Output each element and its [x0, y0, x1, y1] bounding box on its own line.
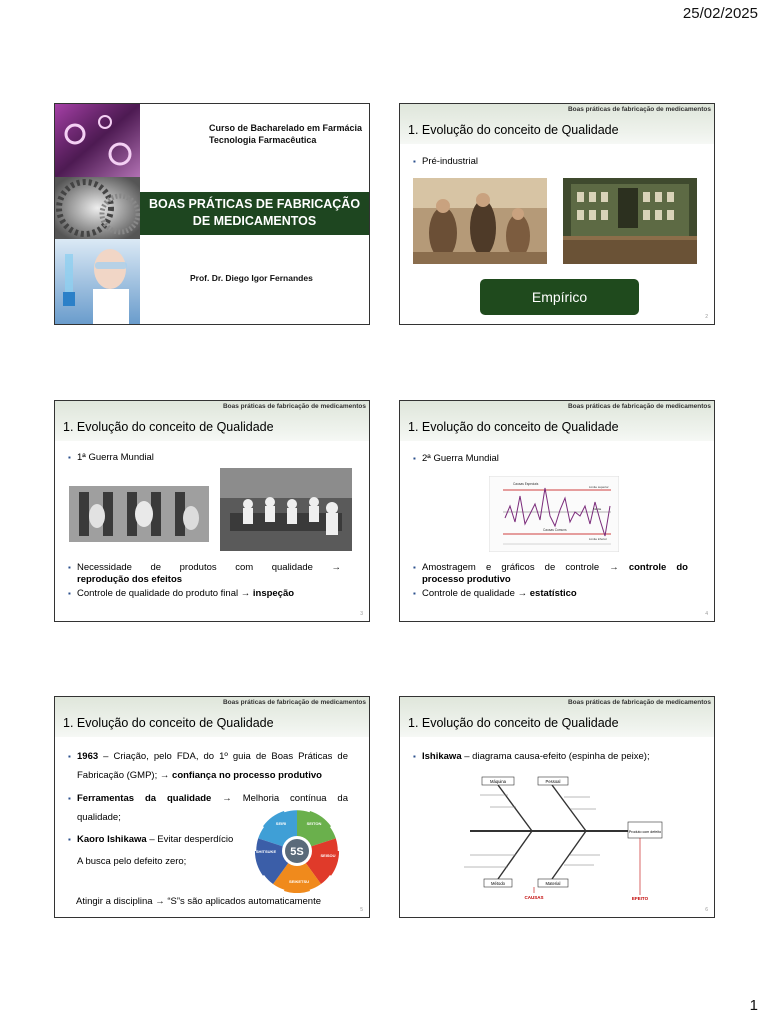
- zero-defect-line: A busca pelo defeito zero;: [77, 856, 187, 867]
- chart-label-mean: Média: [593, 507, 602, 511]
- bullet-tools: ▪ Ferramentas da qualidade → Melhoria contínua da: [77, 792, 348, 805]
- page-number: 1: [749, 997, 758, 1014]
- course-label: Boas práticas de fabricação de medicamentos: [222, 699, 366, 706]
- empirico-label: Empírico: [531, 289, 588, 305]
- causes-label: CAUSAS: [524, 895, 544, 900]
- slide-header: [55, 401, 369, 441]
- cause-people: Pessoal: [545, 779, 561, 784]
- slide-6: [399, 696, 715, 918]
- print-date: 25/02/2025: [682, 5, 758, 22]
- bullet-1963-cont: Fabricação (GMP); → confiança no processo produtivo: [77, 770, 322, 781]
- bullet-statistical: ▪ Controle de qualidade → estatístico: [422, 587, 577, 600]
- bullet-necessity: ▪ Necessidade de produtos com qualidade →: [77, 561, 341, 574]
- slide-number: 4: [705, 611, 708, 617]
- bullet-tools-cont: qualidade;: [77, 812, 121, 823]
- slide-header: [55, 697, 369, 737]
- control-chart: [489, 476, 619, 552]
- factory-hands-image: [69, 486, 209, 542]
- chart-label-usl: Limite superior: [589, 485, 609, 489]
- slide-header: [400, 697, 714, 737]
- slide-3: [54, 400, 370, 622]
- cause-material: Material: [545, 881, 561, 886]
- apothecary-image: [563, 178, 697, 264]
- 5s-center: 5S: [290, 846, 304, 858]
- slide-number: 6: [705, 907, 708, 913]
- cause-method: Método: [491, 881, 505, 886]
- cause-machine: Máquina: [489, 779, 507, 784]
- slide-1: [54, 103, 370, 325]
- bullet-sampling: ▪ Amostragem e gráficos de controle → controle do: [422, 561, 688, 574]
- bullet-ww1: ▪ 1ª Guerra Mundial: [77, 451, 154, 464]
- course-name: Curso de Bacharelado em Farmácia Tecnologia Farmacêutica: [209, 123, 363, 145]
- slide-number: 5: [360, 907, 363, 913]
- discipline-line: Atingir a disciplina → “S”s são aplicados automaticamente: [76, 896, 322, 907]
- slide-2: [399, 103, 715, 325]
- chart-label-common: Causas Comuns: [543, 528, 567, 532]
- slide-title: 1. Evolução do conceito de Qualidade: [63, 420, 274, 434]
- slide-title: 1. Evolução do conceito de Qualidade: [408, 420, 619, 434]
- slide-title: 1. Evolução do conceito de Qualidade: [408, 716, 619, 730]
- 5s-seiri: SEIRI: [275, 821, 287, 826]
- chart-label-lsl: Limite inferior: [589, 537, 608, 541]
- course-label: Boas práticas de fabricação de medicamentos: [567, 403, 711, 410]
- slide-title: 1. Evolução do conceito de Qualidade: [63, 716, 274, 730]
- effect-product: Produto com defeito: [628, 830, 662, 834]
- slide-title: 1. Evolução do conceito de Qualidade: [408, 123, 619, 137]
- bullet-sampling-cont: processo produtivo: [422, 574, 511, 585]
- author: Prof. Dr. Diego Igor Fernandes: [190, 273, 313, 283]
- 5s-seiketsu: SEIKETSU: [288, 879, 310, 884]
- lab-photo-collage: [55, 104, 140, 324]
- course-label: Boas práticas de fabricação de medicamentos: [567, 699, 711, 706]
- slide-5: [54, 696, 370, 918]
- bullet-necessity-cont: reprodução dos efeitos: [77, 574, 183, 585]
- bullet-1963: ▪ 1963 – Criação, pelo FDA, do 1º guia de Boas Práticas de: [77, 750, 348, 763]
- 5s-wheel: [251, 809, 343, 893]
- bullet-pre-industrial: ▪ Pré-industrial: [422, 155, 478, 168]
- title-banner: BOAS PRÁTICAS DE FABRICAÇÃO DE MEDICAMENTOS: [140, 192, 369, 235]
- bullet-ww2: ▪ 2ª Guerra Mundial: [422, 452, 499, 465]
- slide-header: [400, 104, 714, 144]
- effect-label: EFEITO: [631, 896, 649, 901]
- 5s-shitsuke: SHITSUKE: [255, 849, 277, 854]
- slide-4: [399, 400, 715, 622]
- course-label: Boas práticas de fabricação de medicamentos: [567, 106, 711, 113]
- slide-number: 3: [360, 611, 363, 617]
- factory-workers-image: [220, 468, 352, 551]
- bullet-ishikawa: ▪ Kaoro Ishikawa – Evitar desperdício: [77, 833, 233, 846]
- fishbone-diagram: [450, 775, 700, 909]
- chart-label-special: Causas Especiais: [513, 482, 539, 486]
- slide-number: 2: [705, 314, 708, 320]
- empirico-button[interactable]: [480, 279, 639, 315]
- workshop-image: [413, 178, 547, 264]
- 5s-seiton: SEITON: [306, 821, 322, 826]
- bullet-final-control: ▪ Controle de qualidade do produto final → inspeção: [77, 587, 294, 600]
- slide-header: [400, 401, 714, 441]
- course-label: Boas práticas de fabricação de medicamentos: [222, 403, 366, 410]
- bullet-fishbone: ▪ Ishikawa – diagrama causa-efeito (espinha de peixe);: [422, 750, 650, 763]
- 5s-seisou: SEISOU: [320, 853, 336, 858]
